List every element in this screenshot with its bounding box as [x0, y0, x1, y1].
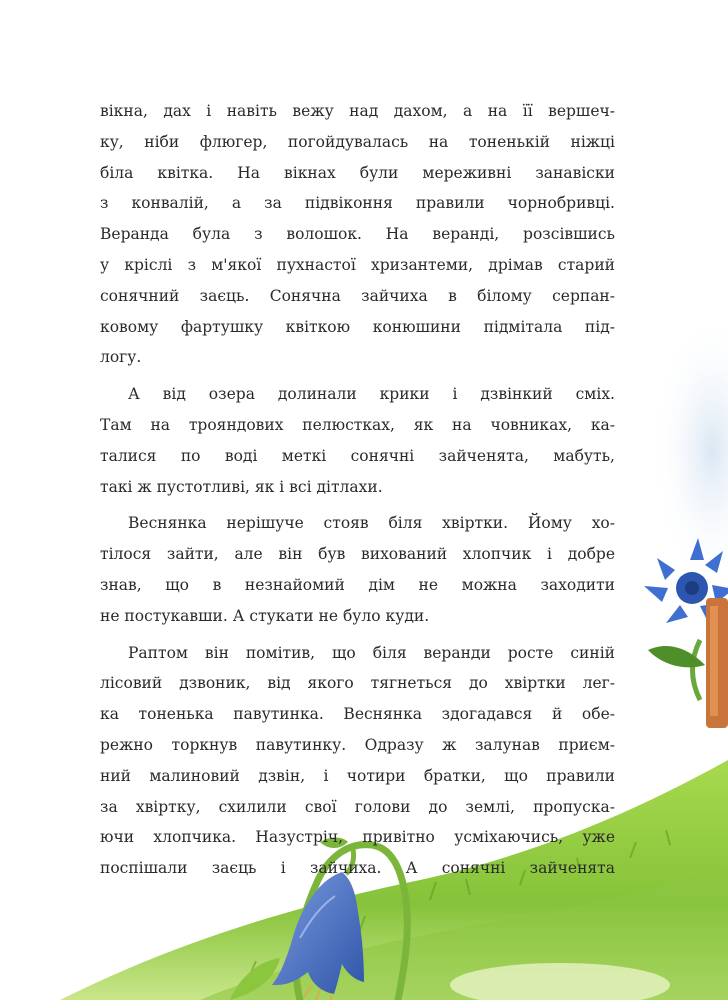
- text-line: А від озера долинали крики і дзвінкий сміх.: [128, 385, 615, 404]
- text-line: біла квітка. На вікнах були мереживні занавіски: [100, 163, 615, 182]
- text-line: Веснянка нерішуче стояв біля хвіртки. Йому хо-: [128, 514, 615, 533]
- sky-speckle: [652, 310, 728, 590]
- paragraph-3: [100, 508, 615, 631]
- text-line: ний малиновий дзвін, і чотири братки, що правили: [100, 766, 615, 785]
- text-line: поспішали заєць і зайчиха. А сонячні зайченята: [100, 859, 615, 878]
- text-line: вікна, дах і навіть вежу над дахом, а на її вершеч-: [100, 102, 615, 120]
- text-line: Там на трояндових пелюстках, як на човниках, ка-: [100, 415, 615, 434]
- text-line: у кріслі з м'якої пухнастої хризантеми, дрімав старий: [100, 255, 615, 274]
- text-line: за хвіртку, схилили свої голови до землі, пропуска-: [100, 797, 615, 816]
- text-line: такі ж пустотливі, як і всі дітлахи.: [100, 477, 383, 496]
- text-line: знав, що в незнайомий дім не можна заходити: [100, 575, 615, 594]
- brown-post: [706, 598, 728, 728]
- text-line: режно торкнув павутинку. Одразу ж залунав приєм-: [100, 735, 615, 754]
- text-line: тілося зайти, але він був вихований хлопчик і добре: [100, 545, 615, 564]
- story-text: [100, 96, 615, 884]
- paragraph-4: [100, 638, 615, 884]
- text-line: талися по воді меткі сонячні зайченята, мабуть,: [100, 446, 615, 465]
- text-line: логу.: [100, 348, 142, 367]
- text-line: Раптом він помітив, що біля веранди росте синій: [128, 643, 615, 662]
- text-line: ючи хлопчика. Назустріч, привітно усміхаючись, уже: [100, 828, 615, 847]
- paragraph-1: [100, 96, 615, 373]
- text-line: ку, ніби флюгер, погойдувалась на тоненькій ніжці: [100, 132, 615, 151]
- text-line: сонячний заєць. Сонячна зайчиха в білому серпан-: [100, 286, 615, 305]
- paragraph-2: [100, 379, 615, 502]
- text-line: лісовий дзвоник, від якого тягнеться до хвіртки лег-: [100, 674, 615, 693]
- text-line: з конвалій, а за підвіконня правили чорнобривці.: [100, 194, 615, 213]
- text-line: Веранда була з волошок. На веранді, розсівшись: [100, 225, 615, 244]
- text-line: ковому фартушку квіткою конюшини підмітала під-: [100, 317, 615, 336]
- text-line: ка тоненька павутинка. Веснянка здогадався й обе-: [100, 705, 615, 724]
- text-line: не постукавши. А стукати не було куди.: [100, 606, 430, 625]
